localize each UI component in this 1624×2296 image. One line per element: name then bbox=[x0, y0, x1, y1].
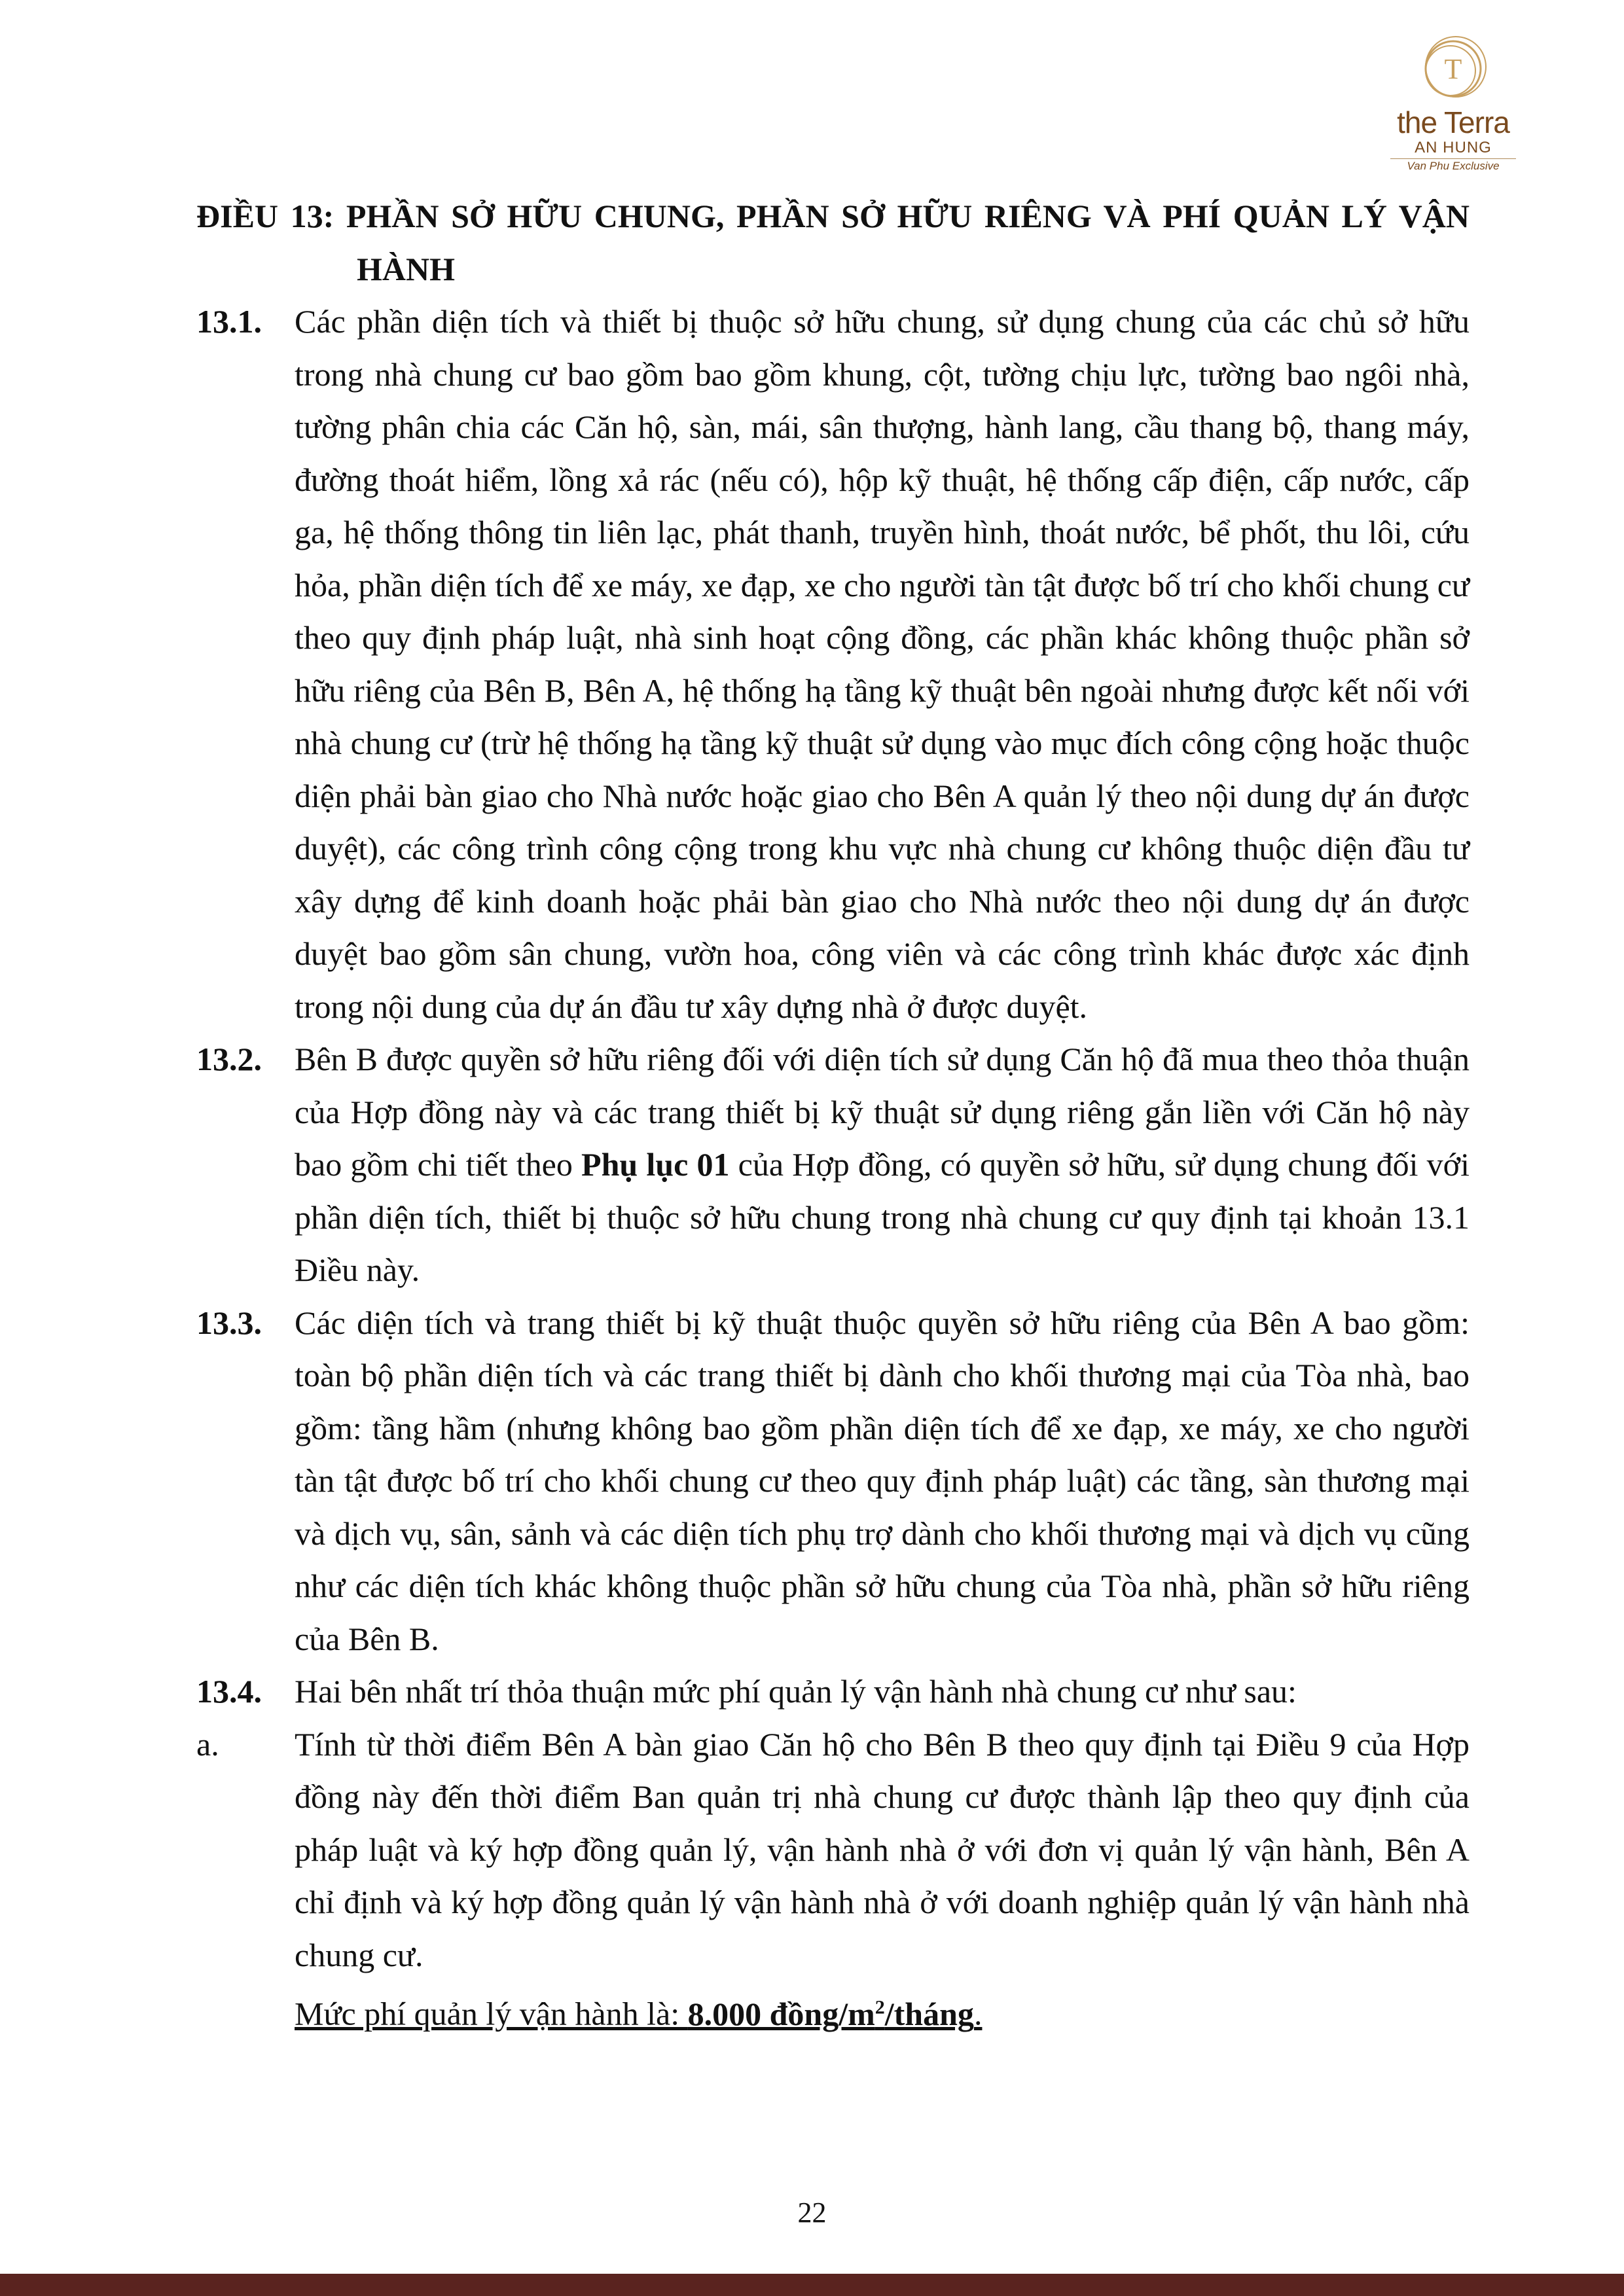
clause-13-1 bbox=[196, 295, 1470, 1033]
clause-text: Các phần diện tích và thiết bị thuộc sở hữu chung, sử dụng chung của các chủ sở hữu trong nhà chung cư bao gồm bao gồm khung, cột, tường chịu lực, tường bao ngôi nhà, tường phân chia các Căn hộ, sàn, mái, sân thượng, hành lang, cầu thang bộ, thang máy, đường thoát hiểm, lồng xả rác (nếu có), hộp kỹ thuật, hệ thống cấp điện, cấp nước, cấp ga, hệ thống thông tin liên lạc, phát thanh, truyền hình, thoát nước, bể phốt, thu lôi, cứu hỏa, phần diện tích để xe máy, xe đạp, xe cho người tàn tật được bố trí cho khối chung cư theo quy định pháp luật, nhà sinh hoạt cộng đồng, các phần khác không thuộc phần sở hữu riêng của Bên B, Bên A, hệ thống hạ tầng kỹ thuật bên ngoài nhưng được kết nối với nhà chung cư (trừ hệ thống hạ tầng kỹ thuật sử dụng vào mục đích công cộng hoặc thuộc diện phải bàn giao cho Nhà nước hoặc giao cho Bên A quản lý theo nội dung dự án được duyệt), các công trình công cộng trong khu vực nhà chung cư không thuộc diện đầu tư xây dựng để kinh doanh hoặc phải bàn giao cho Nhà nước theo nội dung dự án được duyệt bao gồm sân chung, vườn hoa, công viên và các công trình khác được xác định trong nội dung của dự án đầu tư xây dựng nhà ở được duyệt. bbox=[295, 303, 1470, 1025]
logo-brand-tagline: Van Phu Exclusive bbox=[1390, 158, 1516, 173]
clause-13-3 bbox=[196, 1297, 1470, 1666]
clause-text: Hai bên nhất trí thỏa thuận mức phí quản lý vận hành nhà chung cư như sau: bbox=[295, 1673, 1297, 1710]
logo-brand-sub: AN HUNG bbox=[1415, 139, 1492, 156]
clause-text: Các diện tích và trang thiết bị kỹ thuật thuộc quyền sở hữu riêng của Bên A bao gồm: toàn bộ phần diện tích và các trang thiết bị dành cho khối thương mại của Tòa nhà, bao gồm: tầng hầm (nhưng không bao gồm phần diện tích để xe đạp, xe máy, xe cho người tàn tật được bố trí cho khối chung cư theo quy định pháp luật) các tầng, sàn thương mại và dịch vụ, sân, sảnh và các diện tích phụ trợ dành cho khối thương mại và dịch vụ cũng như các diện tích khác không thuộc phần sở hữu chung của Tòa nhà, phần sở hữu riêng của Bên B. bbox=[295, 1304, 1470, 1657]
svg-text:T: T bbox=[1444, 53, 1462, 85]
clause-text: Tính từ thời điểm Bên A bàn giao Căn hộ cho Bên B theo quy định tại Điều 9 của Hợp đồng này đến thời điểm Ban quản trị nhà chung cư được thành lập theo quy định của pháp luật và ký hợp đồng quản lý, vận hành nhà ở với đơn vị quản lý vận hành, Bên A chỉ định và ký hợp đồng quản lý vận hành nhà ở với doanh nghiệp quản lý vận hành nhà chung cư. bbox=[295, 1725, 1470, 1973]
clause-13-2 bbox=[196, 1033, 1470, 1297]
document-body bbox=[196, 190, 1470, 2040]
logo-monogram-icon bbox=[1414, 33, 1492, 105]
clause-number: a. bbox=[196, 1725, 219, 1763]
clause-number: 13.1. bbox=[196, 303, 262, 340]
company-logo bbox=[1375, 33, 1532, 190]
management-fee-line bbox=[295, 1981, 1470, 2040]
footer-bar bbox=[0, 2274, 1624, 2296]
article-heading: ĐIỀU 13: PHẦN SỞ HỮU CHUNG, PHẦN SỞ HỮU RIÊNG VÀ PHÍ QUẢN LÝ VẬN HÀNH bbox=[196, 198, 1470, 287]
clause-number: 13.4. bbox=[196, 1673, 262, 1710]
clause-text-part: của Hợp đồng, có quyền sở hữu, sử dụng chung đối với phần diện tích, thiết bị thuộc sở hữu chung trong nhà chung cư quy định tại khoản 13.1 Điều này. bbox=[295, 1146, 1470, 1288]
clause-13-4 bbox=[196, 1665, 1470, 1718]
fee-value: 8.000 đồng/$m^2$/tháng bbox=[687, 1995, 974, 2032]
fee-end: . bbox=[973, 1995, 983, 2032]
clause-text bbox=[295, 1033, 1470, 1297]
clause-number: 13.2. bbox=[196, 1041, 262, 1077]
fee-label: Mức phí quản lý vận hành là: bbox=[295, 1995, 688, 2032]
appendix-reference: Phụ lục 01 bbox=[581, 1146, 730, 1183]
page-number: 22 bbox=[797, 2197, 827, 2229]
clause-text-part: Bên B được quyền sở hữu riêng đối với diện tích sử dụng Căn hộ đã mua theo thỏa thuận của Hợp đồng này và các trang thiết bị kỹ thuật sử dụng riêng gắn liền với Căn hộ này bao gồm chi tiết theo bbox=[295, 1041, 1470, 1183]
logo-brand-name: the Terra bbox=[1397, 105, 1509, 139]
clause-number: 13.3. bbox=[196, 1304, 262, 1341]
clause-13-4-a bbox=[196, 1718, 1470, 1982]
